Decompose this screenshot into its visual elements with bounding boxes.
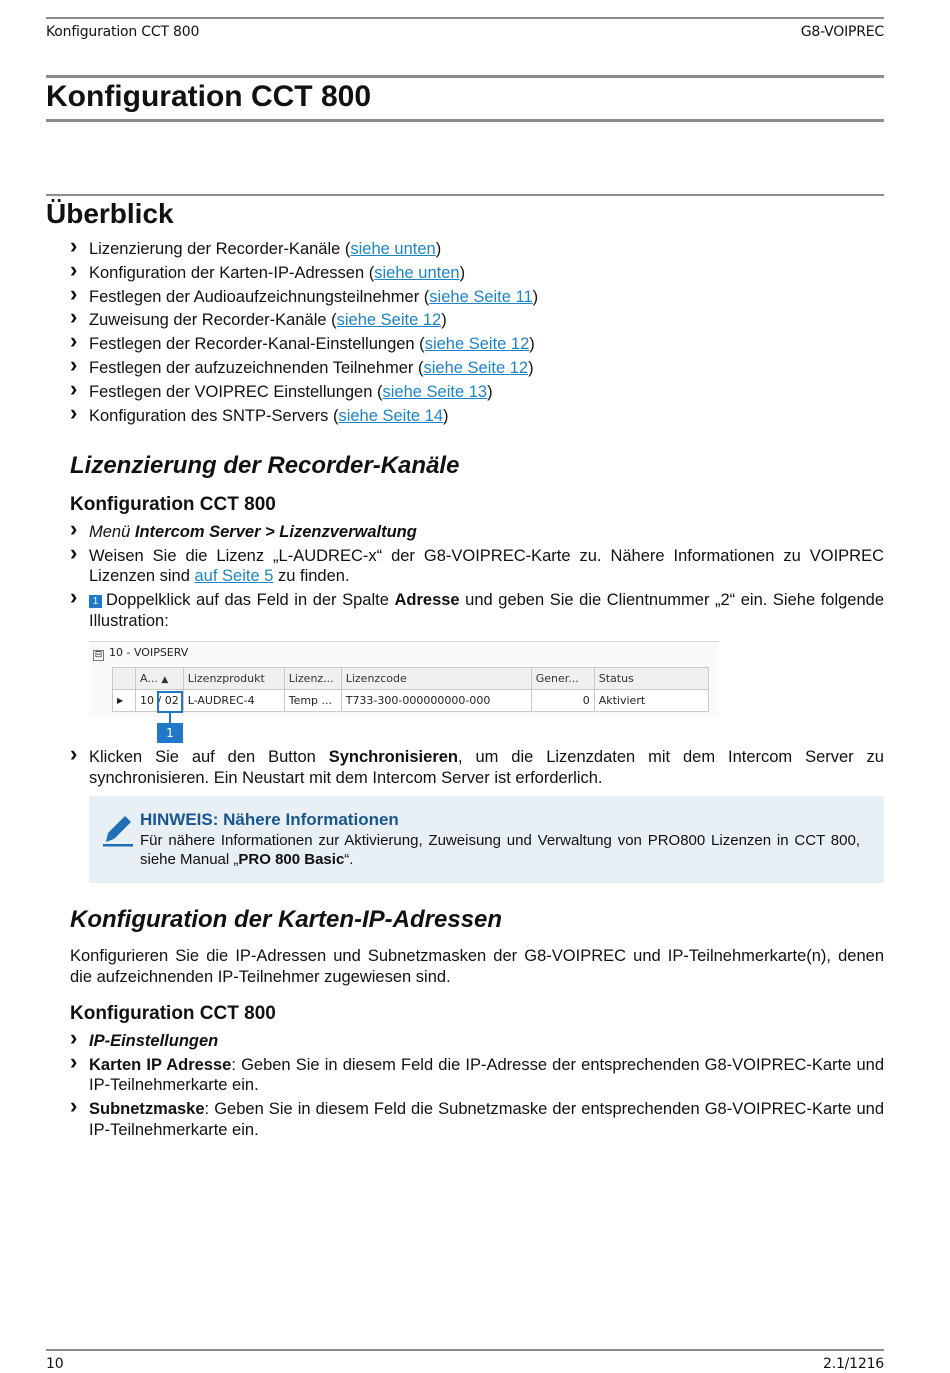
list-item: › Konfiguration der Karten-IP-Adressen (siehe unten) [70, 263, 884, 284]
link[interactable]: siehe Seite 11 [429, 287, 533, 306]
list-item: › Festlegen der VOIPREC Einstellungen (siehe Seite 13) [70, 382, 884, 403]
sort-ascending-icon: ▲ [161, 675, 169, 685]
list-item: › Weisen Sie die Lizenz „L-AUDREC-x“ der G8-VOIPREC-Karte zu. Nähere Informationen zu VOIPREC Lizenzen sind auf Seite 5 zu finden. [70, 546, 884, 587]
header-top-rule [46, 17, 884, 19]
ipconfig-intro: Konfigurieren Sie die IP-Adressen und Subnetzmasken der G8-VOIPREC und IP-Teilnehmerkarte(n), denen die aufzeichnenden IP-Teilnehmer zugewiesen sind. [70, 947, 884, 986]
note-text: Für nähere Informationen zur Aktivierung, Zuweisung und Verwaltung von PRO800 Lizenzen in CCT 800, siehe Manual „PRO 800 Basic“. [140, 832, 860, 868]
callout-badge: 1 [157, 723, 183, 743]
column-header[interactable]: Gener... [531, 668, 594, 690]
licensing-steps-continued [70, 747, 884, 791]
table-row[interactable] [113, 690, 709, 712]
list-item: › Menü Intercom Server > Lizenzverwaltung [70, 522, 884, 543]
licensing-heading: Lizenzierung der Recorder-Kanäle [70, 452, 460, 479]
list-item: › Festlegen der Audioaufzeichnungsteilnehmer (siehe Seite 11) [70, 287, 884, 308]
license-grid-screenshot [89, 641, 719, 717]
status-cell[interactable]: Aktiviert [594, 690, 708, 712]
group-label: 10 - VOIPSERV [109, 646, 189, 659]
list-item: › Festlegen der Recorder-Kanal-Einstellungen (siehe Seite 12) [70, 334, 884, 355]
section-rule [46, 194, 884, 196]
table-header-row [113, 668, 709, 690]
link[interactable]: siehe Seite 12 [336, 311, 442, 330]
list-item: › Karten IP Adresse: Geben Sie in diesem Feld die IP-Adresse der entsprechenden G8-VOIPREC-Karte und IP-Teilnehmerkarte ein. [70, 1055, 884, 1096]
callout-line [169, 713, 171, 723]
pencil-icon [103, 814, 133, 848]
list-item: › Lizenzierung der Recorder-Kanäle (siehe unten) [70, 239, 884, 260]
ipconfig-subheading: Konfiguration CCT 800 [70, 1003, 276, 1024]
title-bottom-rule [46, 119, 884, 122]
address-cell[interactable]: 10 / 02 [136, 690, 184, 712]
overview-heading: Überblick [46, 198, 174, 229]
note-box [89, 796, 884, 883]
header-right: G8-VOIPREC [800, 24, 884, 40]
header-left: Konfiguration CCT 800 [46, 24, 200, 40]
list-item: › Klicken Sie auf den Button Synchronisieren, um die Lizenzdaten mit dem Intercom Server zu synchronisieren. Ein Neustart mit dem Intercom Server ist erforderlich. [70, 747, 884, 788]
link[interactable]: siehe unten [374, 263, 460, 282]
list-item: › 1 Doppelklick auf das Feld in der Spalte Adresse und geben Sie die Clientnummer „2“ ein. Siehe folgende Illustration: [70, 590, 884, 631]
link[interactable]: auf Seite 5 [194, 567, 274, 586]
licensing-subheading: Konfiguration CCT 800 [70, 494, 276, 515]
row-indicator-icon: ▶ [113, 690, 136, 712]
ipconfig-heading: Konfiguration der Karten-IP-Adressen [70, 906, 503, 933]
title-top-rule [46, 75, 884, 78]
link[interactable]: siehe unten [350, 240, 436, 258]
link[interactable]: siehe Seite 14 [338, 406, 444, 425]
code-cell[interactable]: T733-300-000000000-000 [341, 690, 531, 712]
column-header[interactable]: A... ▲ [136, 668, 184, 690]
collapse-icon[interactable]: ⊟ [94, 650, 103, 660]
group-row [93, 646, 188, 661]
link[interactable]: siehe Seite 12 [423, 358, 529, 377]
licensing-steps [70, 522, 884, 634]
link[interactable]: siehe Seite 13 [382, 382, 488, 401]
column-header[interactable]: Lizenzprodukt [183, 668, 284, 690]
list-item: › Subnetzmaske: Geben Sie in diesem Feld die Subnetzmaske der entsprechenden G8-VOIPREC-Karte und IP-Teilnehmerkarte ein. [70, 1099, 884, 1140]
product-cell[interactable]: L-AUDREC-4 [183, 690, 284, 712]
license-cell[interactable]: Temp ... [284, 690, 341, 712]
document-version: 2.1/1216 [822, 1356, 884, 1372]
footer-rule [46, 1349, 884, 1351]
callout-highlight [157, 691, 183, 713]
step-number-badge: 1 [89, 595, 102, 608]
column-header[interactable]: Status [594, 668, 708, 690]
page-number: 10 [46, 1356, 64, 1372]
list-item: › Zuweisung der Recorder-Kanäle (siehe Seite 12) [70, 310, 884, 331]
column-header[interactable]: Lizenzcode [341, 668, 531, 690]
row-indicator-header [113, 668, 136, 690]
note-title: HINWEIS: Nähere Informationen [140, 810, 399, 829]
column-header[interactable]: Lizenz... [284, 668, 341, 690]
gen-cell[interactable]: 0 [531, 690, 594, 712]
list-item: › Konfiguration des SNTP-Servers (siehe Seite 14) [70, 406, 884, 427]
ipconfig-steps [70, 1031, 884, 1143]
overview-list [70, 239, 884, 429]
license-table [112, 667, 709, 712]
list-item: › IP-Einstellungen [70, 1031, 884, 1052]
list-item: › Festlegen der aufzuzeichnenden Teilnehmer (siehe Seite 12) [70, 358, 884, 379]
link[interactable]: siehe Seite 12 [424, 335, 530, 354]
page-title: Konfiguration CCT 800 [46, 80, 372, 113]
